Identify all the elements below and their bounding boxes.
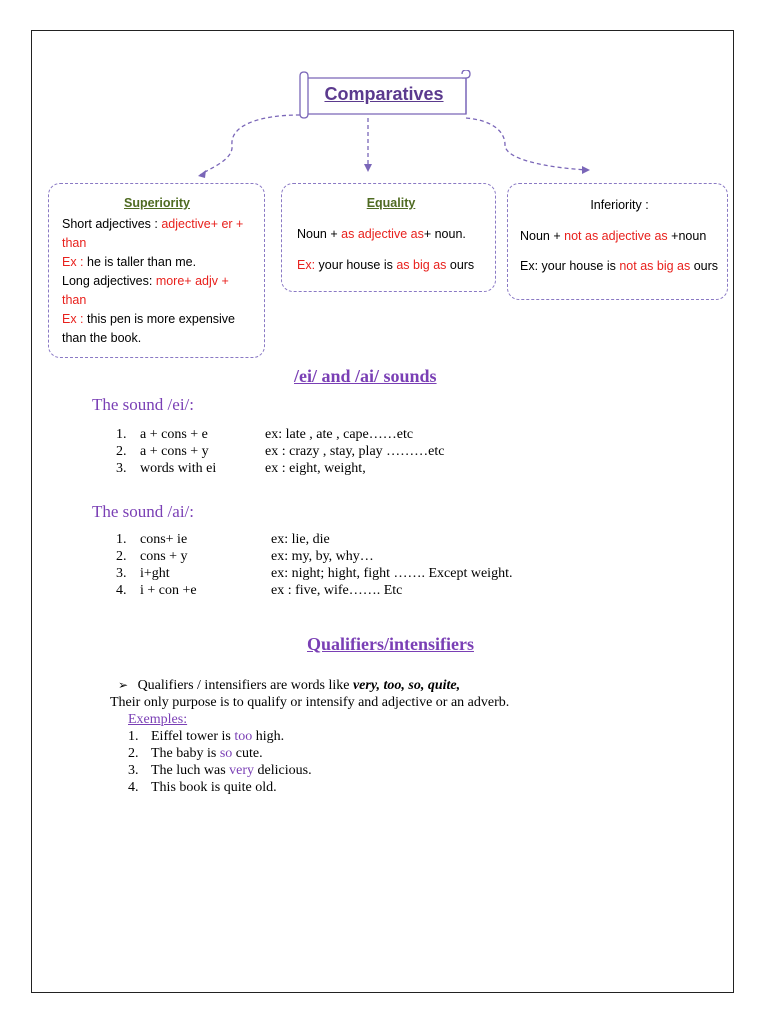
example-text: he is taller than me. — [87, 255, 197, 269]
equality-rule-end: + noun. — [423, 227, 466, 241]
item-number: 4. — [128, 780, 139, 795]
ei-list — [116, 426, 616, 477]
item-rule: words with ei — [140, 461, 217, 476]
qualifiers-title: Qualifiers/intensifiers — [307, 634, 474, 654]
connector-arrows — [0, 0, 768, 200]
equality-rule-key: as adjective as — [341, 227, 424, 241]
item-text-start: The baby is — [151, 746, 220, 761]
item-number: 1. — [128, 729, 139, 744]
list-item — [116, 460, 616, 477]
list-item — [116, 582, 636, 599]
item-example: ex: night; hight, fight ……. Except weight. — [271, 566, 513, 581]
item-number: 2. — [116, 444, 127, 459]
example-key: not as big as — [619, 259, 691, 273]
ei-sound-title: The sound /ei/: — [92, 395, 194, 414]
list-item — [116, 426, 616, 443]
inferiority-rule-key: not as adjective as — [564, 229, 668, 243]
example-key: as big as — [396, 258, 447, 272]
item-text-end: high. — [252, 729, 285, 744]
item-rule: cons+ ie — [140, 532, 188, 547]
example-text-end: ours — [690, 259, 719, 273]
inferiority-box — [507, 183, 728, 300]
ai-list — [116, 531, 636, 599]
long-adjectives-label: Long adjectives: — [62, 274, 156, 288]
list-item — [116, 548, 636, 565]
example-label: Ex : — [62, 312, 88, 326]
list-item — [116, 443, 616, 460]
inferiority-rule-start: Noun + — [520, 229, 565, 243]
list-item — [128, 728, 528, 745]
item-number: 3. — [116, 566, 127, 581]
example-text: this pen is more expensive than the book. — [62, 312, 236, 345]
qualifiers-intro — [118, 677, 460, 694]
intensifier-word: very — [229, 763, 255, 778]
item-text — [151, 728, 284, 745]
item-rule: a + cons + e — [140, 427, 208, 442]
item-example: ex: lie, die — [271, 532, 330, 547]
list-item — [128, 779, 528, 796]
item-rule: cons + y — [140, 549, 188, 564]
list-item — [128, 762, 528, 779]
intensifier-word: so — [219, 746, 233, 761]
equality-box — [281, 183, 496, 292]
item-text-start: Eiffel tower is — [151, 729, 235, 744]
long-adjectives-rule: more+ adjv + than — [62, 274, 229, 307]
example-label: Ex : — [62, 255, 88, 269]
qualifiers-purpose: Their only purpose is to qualify or intensify and adjective or an adverb. — [110, 695, 510, 710]
list-item — [116, 531, 636, 548]
ai-sound-title: The sound /ai/: — [92, 502, 194, 521]
short-adjectives-rule: adjective+ er + than — [62, 217, 244, 250]
bullet-arrow-icon: ➢ — [118, 678, 129, 692]
item-text — [151, 762, 312, 779]
item-example: ex : eight, weight, — [265, 461, 366, 476]
equality-rule-start: Noun + — [297, 227, 342, 241]
examples-list — [128, 728, 528, 796]
item-rule: i+ght — [140, 566, 170, 581]
item-rule: i + con +e — [140, 583, 197, 598]
inferiority-rule-end: +noun — [667, 229, 707, 243]
item-example: ex: late , ate , cape……etc — [265, 427, 414, 442]
item-number: 1. — [116, 427, 127, 442]
superiority-heading: Superiority — [124, 196, 190, 210]
item-number: 3. — [128, 763, 139, 778]
item-text-end: cute. — [232, 746, 263, 761]
item-text-start: This book is quite old. — [151, 780, 277, 795]
list-item — [128, 745, 528, 762]
item-number: 2. — [116, 549, 127, 564]
short-adjectives-label: Short adjectives : — [62, 217, 162, 231]
item-number: 4. — [116, 583, 127, 598]
item-number: 1. — [116, 532, 127, 547]
intensifier-word: too — [234, 729, 253, 744]
item-number: 2. — [128, 746, 139, 761]
intro-text: Qualifiers / intensifiers are words like — [137, 678, 353, 693]
item-number: 3. — [116, 461, 127, 476]
item-text-start: The luch was — [151, 763, 230, 778]
item-example: ex : five, wife……. Etc — [271, 583, 403, 598]
superiority-box — [48, 183, 265, 358]
inferiority-heading: Inferiority : — [590, 198, 649, 212]
sounds-title: /ei/ and /ai/ sounds — [294, 366, 437, 386]
example-text: your house is — [315, 258, 397, 272]
item-text-end: delicious. — [254, 763, 312, 778]
page-title: Comparatives — [324, 84, 444, 104]
examples-label: Exemples: — [128, 712, 188, 727]
item-text — [151, 745, 263, 762]
example-text-end: ours — [446, 258, 475, 272]
item-text — [151, 779, 277, 796]
list-item — [116, 565, 636, 582]
example-text: Ex: your house is — [520, 259, 620, 273]
item-example: ex: my, by, why… — [271, 549, 374, 564]
item-rule: a + cons + y — [140, 444, 209, 459]
item-example: ex : crazy , stay, play ………etc — [265, 444, 445, 459]
intro-words: very, too, so, quite, — [352, 678, 461, 693]
example-label: Ex: — [297, 258, 316, 272]
equality-heading: Equality — [366, 196, 416, 210]
